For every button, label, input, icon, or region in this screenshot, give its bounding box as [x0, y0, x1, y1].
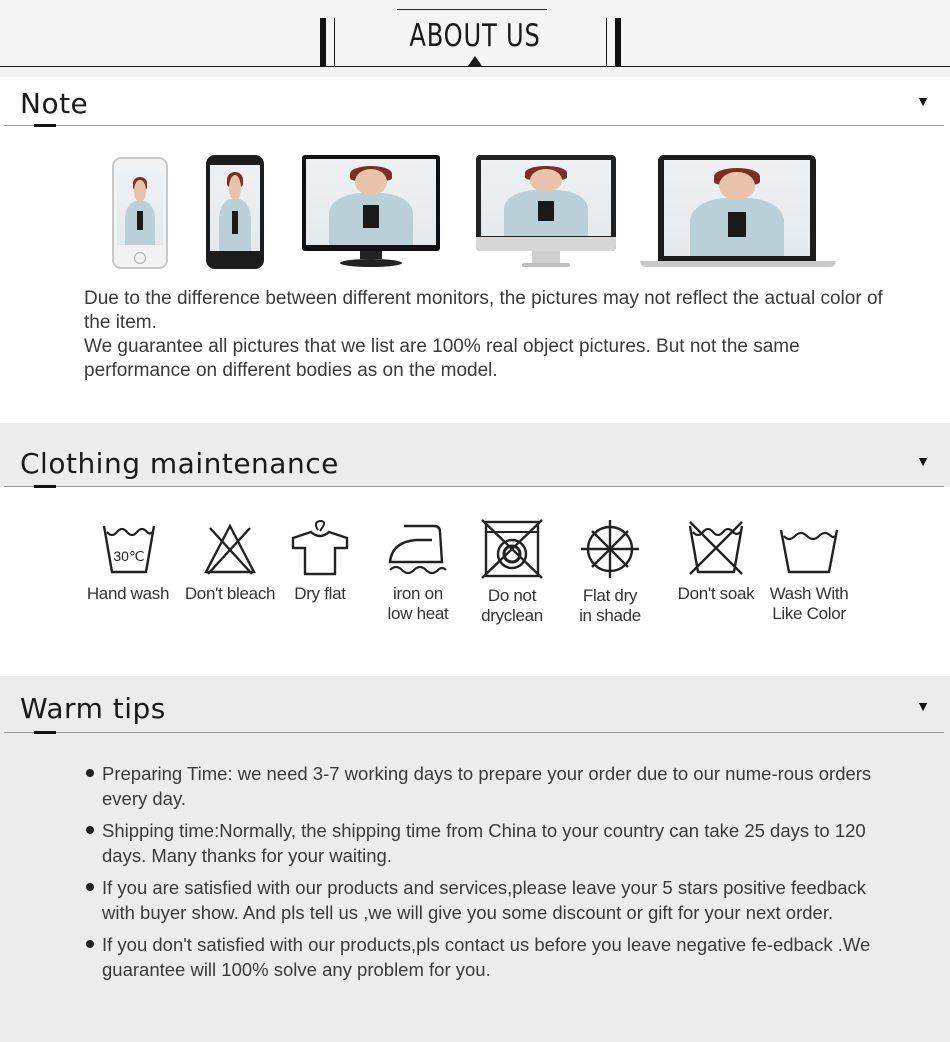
bullet-icon — [86, 883, 94, 891]
section-underline-accent — [34, 485, 56, 488]
care-label: Like Color — [772, 604, 846, 623]
care-title: Clothing maintenance — [20, 447, 339, 480]
care-icons-row — [80, 518, 870, 648]
care-label: Do not — [487, 586, 537, 605]
caret-down-icon[interactable]: ▼ — [916, 453, 930, 469]
header-top-rule — [397, 9, 547, 10]
clothing-maintenance-section — [0, 423, 950, 676]
do-not-soak-icon — [684, 518, 748, 578]
tips-section-header[interactable] — [0, 676, 950, 734]
section-divider — [4, 486, 944, 487]
laptop-icon — [640, 155, 836, 269]
list-item — [84, 933, 874, 982]
wash-like-color-icon — [777, 518, 841, 578]
care-label: iron on — [393, 584, 443, 603]
do-not-dryclean-icon — [480, 518, 544, 580]
care-item-dont-soak — [666, 518, 766, 604]
caret-down-icon[interactable]: ▼ — [916, 93, 930, 109]
header-underline — [0, 66, 950, 67]
care-label: Dry flat — [294, 584, 346, 603]
list-item — [84, 876, 874, 925]
tip-text: If you are satisfied with our products and services,please leave your 5 stars positive feedback with buyer show. And pls tell us ,we will give you some discount or gift for your next order. — [102, 877, 867, 923]
tips-title: Warm tips — [20, 692, 166, 725]
caret-down-icon[interactable]: ▼ — [916, 698, 930, 714]
care-item-flat-dry-shade — [570, 518, 650, 626]
monitor-black-icon — [302, 155, 440, 269]
note-title: Note — [20, 87, 89, 120]
care-label: Don't soak — [677, 584, 755, 603]
dry-flat-icon — [289, 518, 351, 578]
care-item-dry-flat — [286, 518, 354, 604]
smartphone-black-icon — [206, 155, 264, 269]
section-underline-accent — [34, 124, 56, 127]
care-label: low heat — [387, 604, 449, 623]
care-label: Don't bleach — [184, 584, 276, 603]
monitor-silver-icon — [476, 155, 616, 269]
care-item-iron-low-heat — [378, 518, 458, 624]
bullet-icon — [86, 940, 94, 948]
tip-text: Shipping time:Normally, the shipping time from China to your country can take 25 days to 120 days. Many thanks for your waiting. — [102, 820, 866, 866]
bullet-icon — [86, 826, 94, 834]
tips-list — [84, 762, 874, 990]
tip-text: Preparing Time: we need 3-7 working days to prepare your order due to our nume-rous orders every day. — [102, 763, 872, 809]
care-item-do-not-dryclean — [472, 518, 552, 626]
care-item-wash-like-color — [766, 518, 852, 624]
care-item-dont-bleach — [178, 518, 282, 604]
note-text — [84, 287, 884, 383]
iron-low-heat-icon — [386, 518, 450, 578]
do-not-bleach-icon — [200, 518, 260, 578]
hand-wash-30c-icon — [98, 518, 158, 578]
page-title: ABOUT US — [409, 18, 541, 54]
flat-dry-shade-icon — [578, 518, 642, 580]
device-comparison — [108, 155, 843, 271]
section-divider — [4, 125, 944, 126]
note-section — [0, 77, 950, 423]
smartphone-white-icon — [112, 157, 168, 269]
section-divider — [4, 732, 944, 733]
note-paragraph: Due to the difference between different monitors, the pictures may not reflect the actual color of the item. — [84, 288, 883, 333]
svg-text:30℃: 30℃ — [113, 548, 145, 564]
care-label: Hand wash — [86, 584, 170, 603]
care-section-header[interactable] — [0, 423, 950, 487]
care-label: Wash With — [769, 584, 849, 603]
header-pointer-icon — [468, 56, 482, 66]
bullet-icon — [86, 769, 94, 777]
section-underline-accent — [34, 731, 56, 734]
list-item — [84, 762, 874, 811]
care-item-hand-wash — [82, 518, 174, 604]
tip-text: If you don't satisfied with our products,pls contact us before you leave negative fe-edback .We guarantee will 100% solve any problem for you. — [102, 934, 871, 980]
warm-tips-section — [0, 676, 950, 1042]
care-label: Flat dry — [582, 586, 638, 605]
note-paragraph: We guarantee all pictures that we list are 100% real object pictures. But not the same performance on different bodies as on the model. — [84, 336, 800, 381]
care-label: dryclean — [481, 606, 543, 625]
care-label: in shade — [579, 606, 641, 625]
about-us-header — [0, 0, 950, 77]
list-item — [84, 819, 874, 868]
note-section-header[interactable] — [0, 77, 950, 127]
